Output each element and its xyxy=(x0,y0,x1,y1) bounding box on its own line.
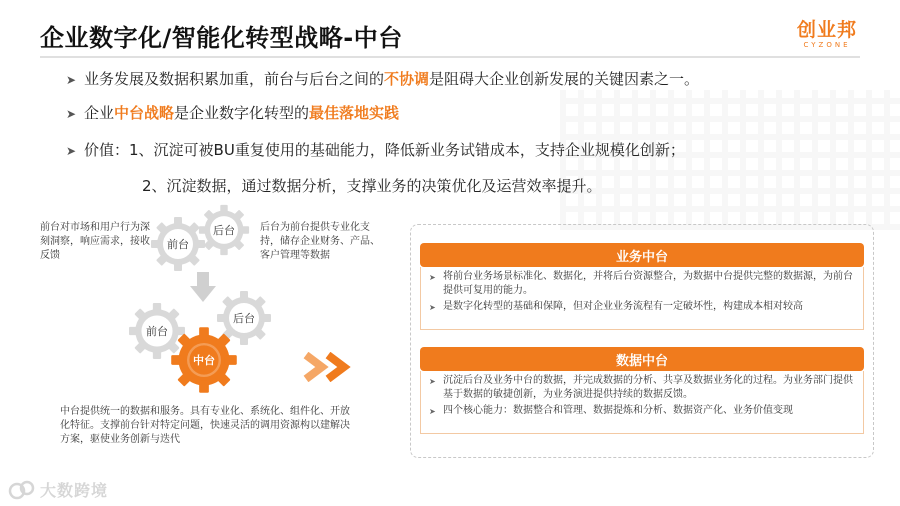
watermark-text: 大数跨境 xyxy=(40,481,109,500)
business-platform-box xyxy=(420,267,864,330)
middle-platform-description: 中台提供统一的数据和服务。具有专业化、系统化、组件化、开放化特征。支撑前台针对特定问题，快速灵活的调用资源构以建解决方案，驱使业务创新与迭代 xyxy=(60,406,350,445)
bullet-2-highlight-1: 中台战略 xyxy=(114,104,175,122)
frontend-description: 前台对市场和用户行为深刻洞察，响应需求，接收反馈 xyxy=(40,222,150,261)
data-platform-header: 数据中台 xyxy=(420,347,864,371)
gear-middle-platform xyxy=(170,326,238,394)
bullet-2-mid: 是企业数字化转型的 xyxy=(174,104,310,122)
gear-label: 后台 xyxy=(233,312,255,325)
gear-backend-top xyxy=(198,204,250,256)
arrow-bullet-icon: ➤ xyxy=(66,144,77,158)
gear-label: 前台 xyxy=(167,238,189,251)
triangle-bullet-icon: ➤ xyxy=(429,377,436,386)
bullet-3-text: 价值：1、沉淀可被BU重复使用的基础能力，降低新业务试错成本，支持企业规模化创新； xyxy=(84,141,685,159)
title-divider xyxy=(40,56,860,58)
bullet-3-continuation: 2、沉淀数据，通过数据分析，支撑业务的决策优化及运营效率提升。 xyxy=(142,177,602,195)
bullet-1-pre: 业务发展及数据积累加重，前台与后台之间的 xyxy=(84,70,385,88)
list-item: ➤ 是数字化转型的基础和保障，但对企业业务流程有一定破坏性，构建成本相对较高 xyxy=(429,300,855,315)
arrow-bullet-icon: ➤ xyxy=(66,107,77,121)
gear-label: 前台 xyxy=(146,325,168,338)
triangle-bullet-icon: ➤ xyxy=(429,273,436,282)
gear-label: 后台 xyxy=(213,224,235,237)
page-title: 企业数字化/智能化转型战略-中台 xyxy=(40,24,403,52)
data-platform-box xyxy=(420,371,864,434)
background-pattern xyxy=(560,90,900,230)
bullet-2-highlight-2: 最佳落地实践 xyxy=(309,104,400,122)
bullet-2 xyxy=(66,102,399,123)
bullet-1-highlight: 不协调 xyxy=(384,70,430,88)
business-platform-header: 业务中台 xyxy=(420,243,864,267)
triangle-bullet-icon: ➤ xyxy=(429,303,436,312)
list-item: ➤ 沉淀后台及业务中台的数据，并完成数据的分析、共享及数据业务化的过程。为业务部门提供基于数据的敏捷创新，为业务演进提供持续的数据反馈。 xyxy=(429,375,853,400)
bullet-2-pre: 企业 xyxy=(84,104,115,122)
backend-description: 后台为前台提供专业化支持，储存企业财务、产品、客户管理等数据 xyxy=(260,222,380,261)
double-chevron-right-icon xyxy=(302,352,358,386)
arrow-down-icon xyxy=(190,272,216,306)
bullet-1 xyxy=(66,68,699,89)
list-item: ➤ 四个核心能力：数据整合和管理、数据提炼和分析、数据资产化、业务价值变现 xyxy=(429,404,855,419)
logo-text: 创业邦 xyxy=(796,19,857,41)
triangle-bullet-icon: ➤ xyxy=(429,407,436,416)
bullet-1-post: 是阻碍大企业创新发展的关键因素之一。 xyxy=(429,70,700,88)
arrow-bullet-icon: ➤ xyxy=(66,73,77,87)
gear-label: 中台 xyxy=(193,354,215,367)
bullet-3 xyxy=(66,139,685,160)
list-item: ➤ 将前台业务场景标准化、数据化，并将后台资源整合，为数据中台提供完整的数据源，为前台提供可复用的能力。 xyxy=(429,271,853,296)
brand-logo xyxy=(792,20,862,49)
watermark-logo-icon xyxy=(8,479,36,501)
watermark xyxy=(8,478,108,501)
logo-subtext: CYZONE xyxy=(803,41,851,49)
